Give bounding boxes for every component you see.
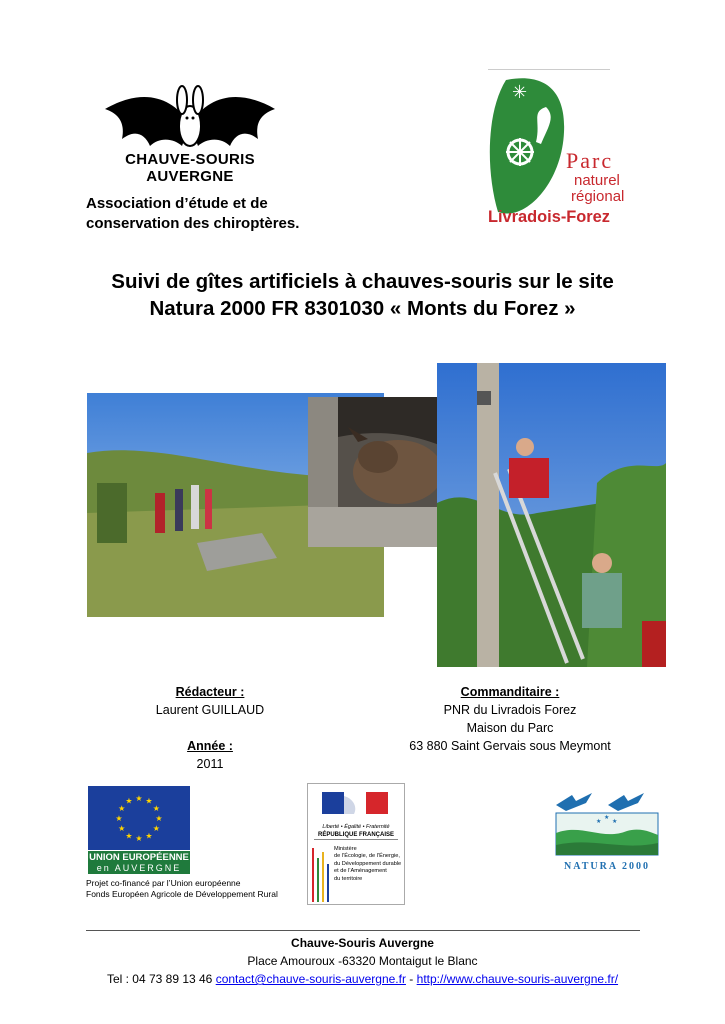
org-name-line1: CHAUVE-SOURIS	[125, 151, 255, 168]
eu-note-line1: Projet co-financé par l’Union européenne	[86, 878, 241, 888]
ministry-line2: de l’Écologie, de l’Énergie,	[334, 853, 400, 860]
year-label: Année :	[187, 739, 233, 753]
eu-star-icon: ★	[155, 814, 163, 823]
footer-org: Chauve-Souris Auvergne	[291, 936, 434, 950]
eu-region-label: en AUVERGNE	[88, 863, 190, 874]
footer-email-link[interactable]: contact@chauve-souris-auvergne.fr	[215, 972, 406, 986]
page-title	[40, 268, 685, 322]
client-label: Commanditaire :	[460, 685, 560, 699]
author-block	[130, 683, 290, 773]
ministry-stripes-icon	[308, 844, 334, 904]
eu-star-icon: ★	[152, 824, 160, 833]
ministry-line4: et de l’Aménagement	[334, 868, 387, 875]
marianne-icon	[308, 784, 404, 824]
pnr-logo-rule	[488, 69, 610, 70]
eu-star-icon: ★	[118, 824, 126, 833]
pnr-logo-icon	[486, 72, 625, 232]
pnr-line2: naturel	[574, 172, 620, 189]
rf-name: RÉPUBLIQUE FRANÇAISE	[314, 831, 398, 840]
eu-star-icon: ★	[118, 804, 126, 813]
title-line2: Natura 2000 FR 8301030 « Monts du Forez »	[149, 297, 576, 320]
eu-star-icon: ★	[135, 794, 143, 803]
eu-name-label: UNION EUROPÉENNE	[89, 852, 189, 863]
org-logo-name	[100, 151, 280, 185]
footer-website-link[interactable]: http://www.chauve-souris-auvergne.fr/	[416, 972, 619, 986]
author-label: Rédacteur :	[175, 685, 245, 699]
client-line2: Maison du Parc	[466, 721, 554, 735]
footer-address: Place Amouroux -63320 Montaigut le Blanc	[247, 954, 478, 968]
assoc-line2: conservation des chiroptères.	[86, 215, 300, 232]
footer-sep: -	[405, 972, 417, 986]
title-line1: Suivi de gîtes artificiels à chauves-souris sur le site	[111, 270, 614, 293]
ministry-line3: du Développement durable	[334, 860, 402, 867]
client-line3: 63 880 Saint Gervais sous Meymont	[409, 739, 611, 753]
footer	[60, 934, 665, 988]
eu-star-icon: ★	[152, 804, 160, 813]
pnr-line1: Parc	[566, 148, 614, 173]
author-value: Laurent GUILLAUD	[155, 703, 265, 717]
ministry-text	[334, 844, 401, 904]
client-block	[380, 683, 640, 755]
eu-funding-note	[86, 878, 326, 900]
org-name-line2: AUVERGNE	[146, 168, 234, 185]
pnr-line3: régional	[571, 188, 625, 205]
rf-motto: Liberté • Égalité • Fraternité	[322, 824, 390, 830]
eu-star-icon: ★	[135, 834, 143, 843]
svg-text:★: ★	[596, 818, 602, 825]
assoc-line1: Association d’étude et de	[86, 195, 268, 212]
ladder-photo	[437, 363, 666, 667]
ministry-line5: du territoire	[334, 875, 363, 882]
svg-text:★: ★	[612, 818, 618, 825]
eu-note-line2: Fonds Européen Agricole de Développement Rural	[86, 889, 278, 899]
svg-text:★: ★	[604, 814, 610, 821]
footer-contact-line	[60, 970, 665, 988]
association-description	[86, 194, 386, 234]
footer-divider	[86, 930, 640, 931]
eu-star-icon: ★	[145, 831, 153, 841]
ministry-logo	[307, 783, 405, 905]
svg-text:✳: ✳	[512, 82, 528, 103]
eu-star-icon: ★	[125, 831, 133, 841]
pnr-line4: Livradois-Forez	[488, 207, 610, 226]
client-line1: PNR du Livradois Forez	[443, 703, 577, 717]
eu-star-icon: ★	[115, 814, 123, 823]
footer-tel: Tel : 04 73 89 13 46	[106, 972, 216, 986]
year-value: 2011	[196, 757, 224, 771]
eu-flag-icon	[88, 786, 190, 850]
ministry-line1: Ministère	[334, 846, 357, 852]
natura2000-logo-icon	[552, 793, 662, 873]
natura-label: NATURA 2000	[564, 861, 650, 872]
eu-star-icon: ★	[145, 796, 153, 806]
eu-star-icon: ★	[125, 796, 133, 806]
